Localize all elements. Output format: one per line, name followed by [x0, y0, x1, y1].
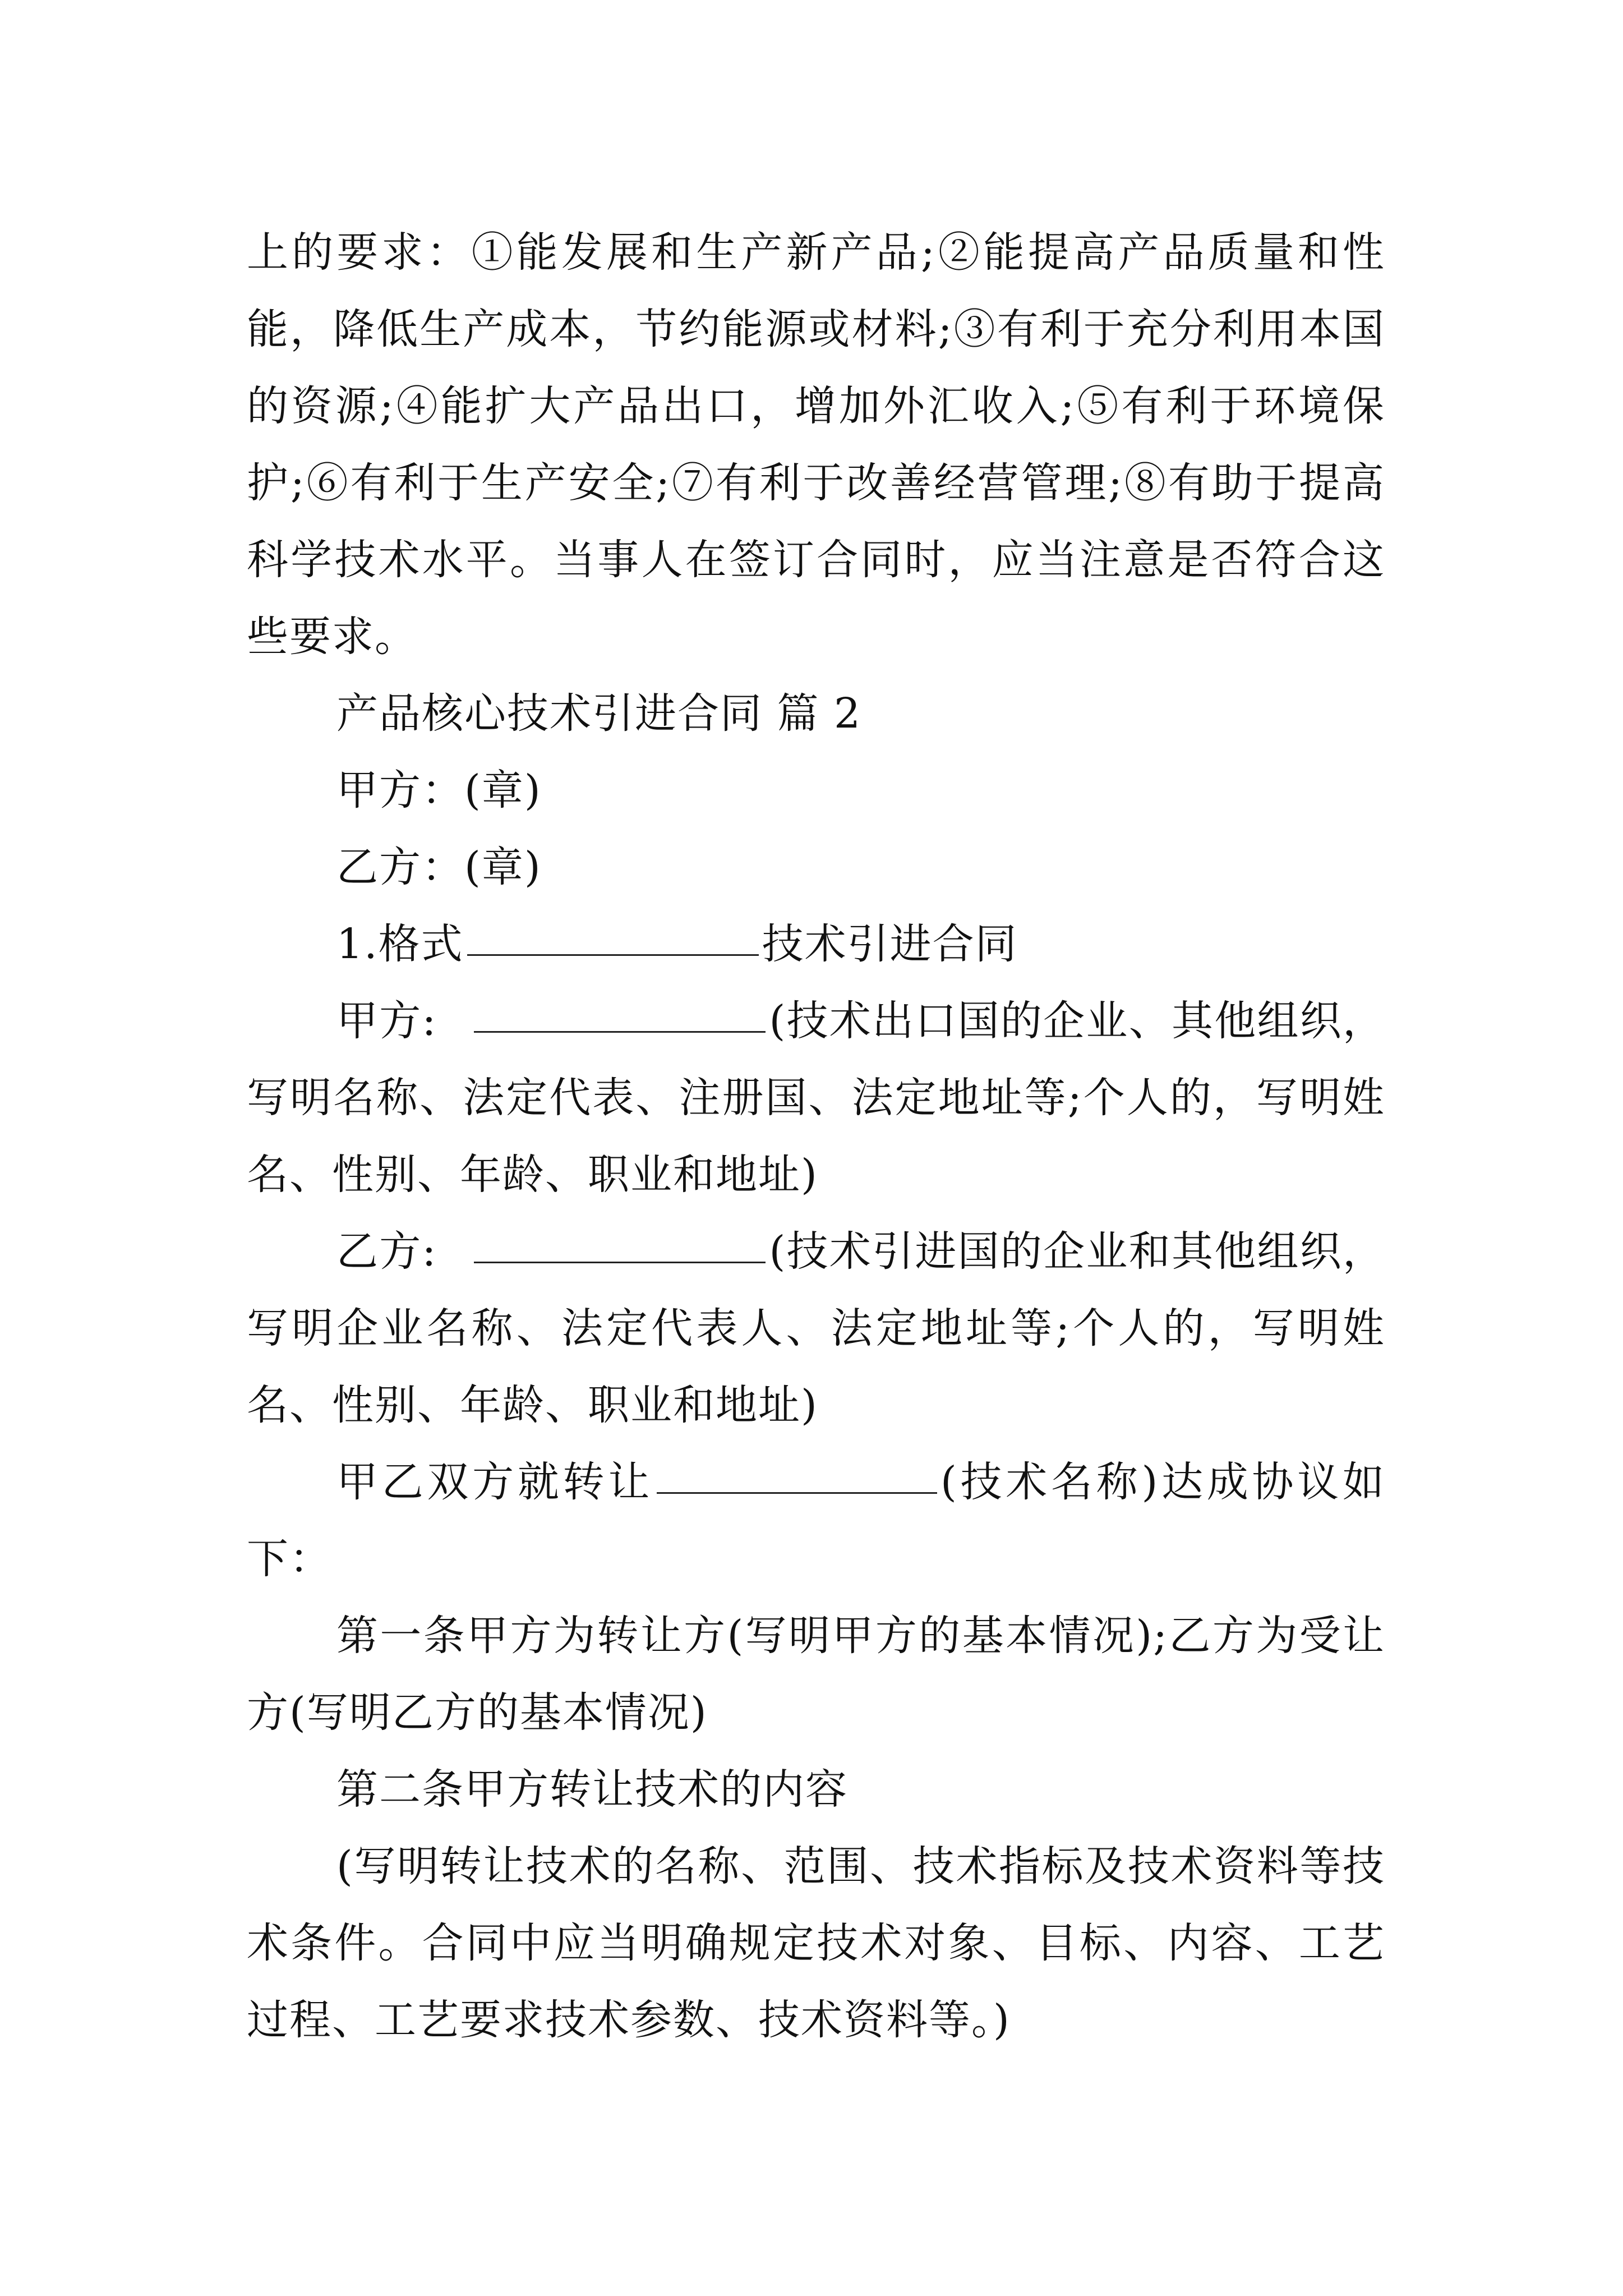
party-a-blank	[474, 1030, 766, 1033]
agreement-paragraph	[247, 1444, 1385, 1598]
party-b-desc: (技术引进国的企业和其他组织，写明企业名称、法定代表人、法定地址等;个人的，写明姓名、性别、年龄、职业和地址)	[247, 1227, 1386, 1429]
article-2-title: 第二条甲方转让技术的内容	[336, 1765, 848, 1814]
agreement-prefix: 甲乙双方就转让	[336, 1458, 654, 1506]
party-b-label: 乙方:	[336, 1227, 437, 1276]
format-blank	[467, 954, 759, 956]
agreement-suffix: (技术名称)达成协议如下：	[247, 1458, 1385, 1583]
article-1: 第一条甲方为转让方(写明甲方的基本情况);乙方为受让方(写明乙方的基本情况)	[247, 1612, 1385, 1737]
party-a-desc: (技术出口国的企业、其他组织，写明名称、法定代表、注册国、法定地址等;个人的，写明姓名、性别、年龄、职业和地址)	[247, 997, 1386, 1199]
party-a-paragraph	[247, 983, 1385, 1213]
article-2-desc: (写明转让技术的名称、范围、技术指标及技术资料等技术条件。合同中应当明确规定技术对象、目标、内容、工艺过程、工艺要求技术参数、技术资料等。)	[247, 1842, 1385, 2044]
party-b-blank	[474, 1261, 766, 1263]
section-title: 产品核心技术引进合同 篇 2	[336, 689, 862, 738]
format-label: 1.格式	[336, 920, 464, 968]
party-a-label: 甲方:	[336, 997, 437, 1045]
paragraph-requirements: 上的要求：①能发展和生产新产品;②能提高产品质量和性能，降低生产成本，节约能源或材料;③有利于充分利用本国的资源;④能扩大产品出口，增加外汇收入;⑤有利于环境保护;⑥有利于生产安全;⑦有利于改善经营管理;⑧有助于提高科学技术水平。当事人在签订合同时，应当注意是否符合这些要求。	[247, 228, 1385, 661]
party-a-seal: 甲方：(章)	[336, 766, 542, 815]
party-b-paragraph	[247, 1213, 1385, 1444]
format-suffix: 技术引进合同	[762, 920, 1018, 968]
technology-name-blank	[657, 1492, 937, 1494]
document-body	[247, 214, 1385, 2059]
format-line	[247, 906, 1385, 983]
party-b-seal: 乙方：(章)	[336, 843, 542, 891]
